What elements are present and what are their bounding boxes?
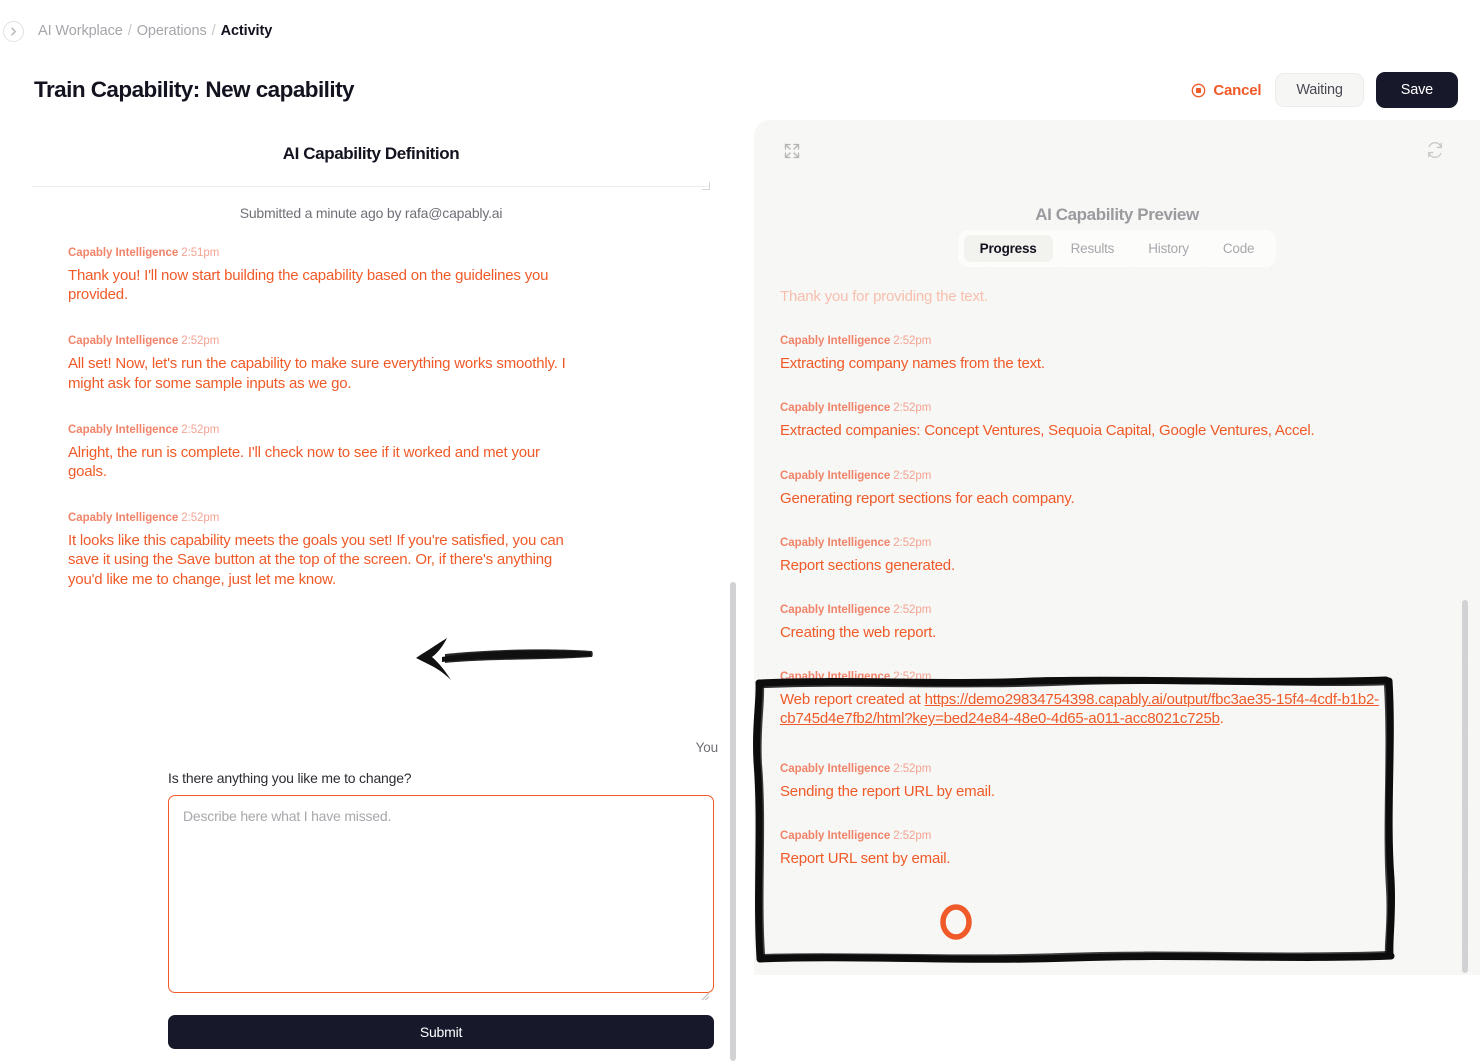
stop-record-icon [1191, 83, 1206, 98]
message-time: 2:52pm [893, 762, 932, 775]
message-body: Extracting company names from the text. [780, 355, 1045, 373]
submit-button[interactable]: Submit [168, 1015, 714, 1049]
message-header [780, 402, 1444, 414]
message-header [68, 512, 718, 524]
message-body: Thank you! I'll now start building the capability based on the guidelines you provided. [68, 267, 549, 304]
message-time: 2:51pm [181, 247, 220, 259]
message-time: 2:52pm [893, 335, 932, 348]
message-body-prefix: Web report created at [780, 691, 925, 709]
page-title: Train Capability: New capability [34, 77, 354, 102]
preview-progress-thread [754, 267, 1480, 868]
message-body [780, 690, 1380, 728]
tab-code[interactable]: Code [1222, 241, 1255, 256]
breadcrumb [0, 14, 272, 48]
textarea-resize-handle[interactable] [701, 992, 710, 1001]
breadcrumb-separator: / [211, 23, 216, 39]
message-header [780, 537, 1444, 549]
tab-history[interactable]: History [1148, 241, 1189, 256]
message-body: Generating report sections for each company. [780, 489, 1075, 507]
message-body: It looks like this capability meets the goals you set! If you're satisfied, you can save it using the Save button at the top of the screen. Or, if there's anything you'd like me to change, just let me know. [68, 532, 564, 588]
list-item [780, 402, 1444, 440]
message-time: 2:52pm [893, 536, 932, 549]
breadcrumb-item-activity: Activity [220, 23, 273, 39]
message-header [780, 763, 1444, 775]
message-header [780, 830, 1444, 842]
list-item [780, 537, 1444, 575]
save-button[interactable]: Save [1376, 72, 1458, 108]
change-question-label: Is there anything you like me to change? [168, 770, 412, 786]
ai-capability-definition-panel [0, 120, 742, 1040]
message-body: Alright, the run is complete. I'll check now to see if it worked and met your goals. [68, 443, 540, 480]
message-author: Capably Intelligence [780, 829, 891, 842]
page-header [34, 66, 1458, 114]
list-item [68, 424, 718, 481]
preview-panel-scrollbar[interactable] [1462, 600, 1468, 973]
list-item [780, 830, 1444, 868]
expand-icon[interactable] [783, 142, 801, 160]
message-body: Extracted companies: Concept Ventures, Sequoia Capital, Google Ventures, Accel. [780, 422, 1315, 440]
message-body: Report sections generated. [780, 556, 955, 574]
message-author: Capably Intelligence [68, 335, 179, 348]
cancel-button[interactable] [1189, 80, 1263, 101]
change-request-form [168, 770, 714, 1049]
message-time: 2:52pm [893, 603, 932, 616]
message-author: Capably Intelligence [780, 402, 891, 415]
message-header [780, 470, 1444, 482]
breadcrumb-item-ai-workplace[interactable]: AI Workplace [38, 23, 123, 39]
list-item [780, 335, 1444, 373]
definition-panel-title: AI Capability Definition [282, 144, 460, 163]
message-header [68, 335, 718, 347]
tab-progress[interactable]: Progress [964, 235, 1053, 262]
message-author: Capably Intelligence [68, 423, 179, 436]
list-item [780, 470, 1444, 508]
message-author: Capably Intelligence [780, 603, 891, 616]
waiting-status-button[interactable]: Waiting [1275, 73, 1363, 107]
list-item [68, 335, 718, 392]
refresh-icon[interactable] [1426, 141, 1444, 159]
message-time: 2:52pm [181, 423, 220, 436]
you-label: You [695, 740, 718, 755]
breadcrumb-trail [38, 23, 272, 39]
message-body-suffix: . [1219, 710, 1224, 728]
message-body: Report URL sent by email. [780, 849, 951, 867]
message-author: Capably Intelligence [780, 671, 891, 684]
breadcrumb-separator: / [127, 23, 132, 39]
message-author: Capably Intelligence [780, 762, 891, 775]
definition-message-thread [0, 247, 742, 589]
definition-panel-scrollbar[interactable] [730, 582, 736, 1061]
message-header [780, 335, 1444, 347]
message-body: All set! Now, let's run the capability to make sure everything works smoothly. I might ask for some sample inputs as we go. [68, 355, 566, 392]
message-body: Creating the web report. [780, 623, 937, 641]
message-author: Capably Intelligence [780, 335, 891, 348]
message-time: 2:52pm [893, 829, 932, 842]
header-actions [1189, 72, 1458, 108]
message-author: Capably Intelligence [68, 247, 179, 259]
breadcrumb-item-operations[interactable]: Operations [136, 23, 207, 39]
list-item [68, 247, 718, 304]
list-item [780, 763, 1444, 801]
list-item [780, 671, 1444, 728]
submitted-meta: Submitted a minute ago by rafa@capably.ai [239, 205, 503, 221]
message-author: Capably Intelligence [780, 469, 891, 482]
message-time: 2:52pm [893, 671, 932, 684]
message-body: Thank you for providing the text. [780, 288, 988, 305]
message-header [68, 424, 718, 436]
message-header [780, 604, 1444, 616]
tab-results[interactable]: Results [1070, 241, 1115, 256]
message-time: 2:52pm [893, 402, 932, 415]
preview-topbar [754, 120, 1480, 182]
message-time: 2:52pm [181, 335, 220, 348]
definition-input-divider [32, 186, 710, 187]
message-header [780, 671, 1444, 683]
message-time: 2:52pm [181, 512, 220, 525]
preview-panel-title: AI Capability Preview [1035, 205, 1199, 224]
list-item [780, 287, 1444, 306]
change-description-input[interactable] [168, 795, 714, 993]
message-author: Capably Intelligence [68, 512, 179, 525]
chevron-right-glyph [8, 26, 19, 37]
ai-capability-preview-panel [754, 120, 1480, 975]
cancel-label: Cancel [1213, 81, 1262, 99]
preview-tabs [958, 230, 1277, 267]
list-item [68, 512, 718, 589]
list-item [780, 604, 1444, 642]
message-author: Capably Intelligence [780, 536, 891, 549]
report-url-link[interactable]: https://demo29834754398.capably.ai/output/fbc3ae35-15f4-4cdf-b1b2-cb745d4e7fb2/html?key=bed24e84-48e0-4d65-a011-acc8021c725b [780, 691, 1379, 728]
message-header [68, 247, 718, 259]
message-body: Sending the report URL by email. [780, 782, 995, 800]
chevron-right-circle-icon[interactable] [3, 21, 24, 42]
message-time: 2:52pm [893, 469, 932, 482]
